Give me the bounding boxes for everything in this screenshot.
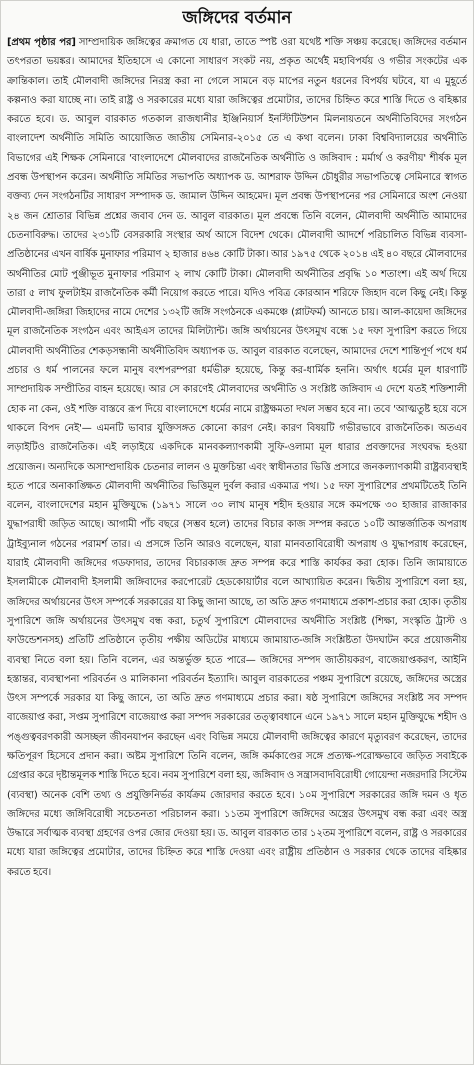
article-body — [7, 33, 467, 1062]
continuation-label: [প্রথম পৃষ্ঠার পর] — [7, 37, 76, 48]
article-headline: জঙ্গিদের বর্তমান — [182, 8, 292, 28]
paragraph-text: সাম্প্রদায়িক জঙ্গিত্বের ক্রমাগত যে ধারা, তাতে স্পষ্ট ওরা যথেষ্ট শক্তি সঞ্চয় করেছে। জঙ্গিদের বর্তমান তৎপরতা ভয়ঙ্কর। আমাদের ইতিহাসে এ কোনো সাধারণ সংকট নয়, প্রকৃত অর্থেই মহাবিপর্যয় ও গভীর সংকটের এক ক্রান্তিকাল। তাই মৌলবাদী জঙ্গিদের নিরস্ত্র করা না গেলে সামনে বড় মাপের নতুন ধরনের বিপর্যয় ঘটবে, যা এ মুহূর্তে কল্পনাও করা যাচ্ছে না। তাই রাষ্ট্র ও সরকারের মধ্যে যারা জঙ্গিত্বের প্রমোটার, তাদের চিহ্নিত করে শাস্তি দিতে ও বহিষ্কার করতে হবে। ড. আবুল বারকাত গতকাল রাজধানীর ইঞ্জিনিয়ার্স ইনস্টিটিউশন মিলনায়তনে অর্থনীতিবিদের সংগঠন বাংলাদেশ অর্থনীতি সমিতি আয়োজিত জাতীয় সেমিনার-২০১৫ তে এ কথা বলেন। ঢাকা বিশ্ববিদ্যালয়ের অর্থনীতি বিভাগের এই শিক্ষক সেমিনারে 'বাংলাদেশে মৌলবাদের রাজনৈতিক অর্থনীতি ও জঙ্গিবাদ : মর্মার্থ ও করণীয়' শীর্ষক মূল প্রবন্ধ উপস্থাপন করেন। অর্থনীতি সমিতির সভাপতি অধ্যাপক ড. আশরাফ উদ্দিন চৌধুরীর সভাপতিত্বে সেমিনারে স্বাগত বক্তব্য দেন সংগঠনটির সাধারণ সম্পাদক ড. জামাল উদ্দিন আহমেদ। মূল প্রবন্ধ উপস্থাপনের পর সেমিনারে অংশ নেওয়া ২৪ জন শ্রোতার বিভিন্ন প্রশ্নের জবাব দেন ড. আবুল বারকাত। মূল প্রবন্ধে তিনি বলেন, মৌলবাদী অর্থনীতি আমাদের চেতনাবিরুদ্ধ। তাদের ২৩১টি বেসরকারি সংস্থার অর্থ আসে বিদেশ থেকে। মৌলবাদী আদর্শে পরিচালিত বিভিন্ন ব্যবসা-প্রতিষ্ঠানের এখন বার্ষিক মুনাফার পরিমাণ ২ হাজার ৪৬৪ কোটি টাকা। আর ১৯৭৫ থেকে ২০১৪ এই ৪০ বছরে মৌলবাদের অর্থনীতির মোট পুঞ্জীভূত মুনাফার পরিমাণ ২ লাখ কোটি টাকা। মৌলবাদী অর্থনীতির প্রবৃদ্ধি ১০ শতাংশ। এই অর্থ দিয়ে তারা ৫ লাখ ফুলটাইম রাজনৈতিক কর্মী নিয়োগ করতে পারে। যদিও পবিত্র কোরআন শরিফে জিহাদ বলে কিছু নেই। কিন্তু মৌলবাদী-জঙ্গিরা জিহাদের নামে দেশের ১৩২টি জঙ্গি সংগঠনকে একমঞ্চে (প্লাটফর্ম) আনতে চায়। আল-কায়েদা জঙ্গিদের মূল রাজনৈতিক সংগঠন এবং আইএস তাদের মিলিট্যান্ট। জঙ্গি অর্থায়নের উৎসমুখ বন্ধে ১৫ দফা সুপারিশ করতে গিয়ে মৌলবাদী অর্থনীতির শেকড়সন্ধানী অর্থনীতিবিদ অধ্যাপক ড. আবুল বারকাত বলেছেন, আমাদের দেশে শান্তিপূর্ণ পথে ধর্ম প্রচার ও ধর্ম পালনের ফলে মানুষ বংশপরম্পরা ধর্মভীরু হয়েছে, কিন্তু কর-ধার্মিক হননি। অর্থাৎ ধর্মের মূল ধারণাটি সাম্প্রদায়িক সম্প্রীতির বাহন হয়েছে। আর সে কারণেই মৌলবাদের অর্থনীতি ও সংশ্লিষ্ট জঙ্গিবাদ এ দেশে যতই শক্তিশালী হোক না কেন, ওই শক্তি বাস্তবে রূপ দিয়ে বাংলাদেশে ধর্মের নামে রাষ্ট্রক্ষমতা দখল সম্ভব হবে না। তবে 'আত্মতুষ্ট হয়ে বসে থাকলে বিপদ নেই'— এমনটি ভাবার যুক্তিসঙ্গত কোনো কারণ নেই। কারণ বিষয়টি গভীরভাবে রাজনৈতিক। অতএব লড়াইটিও রাজনৈতিক। এই লড়াইয়ে একদিকে মানবকল্যাণকামী সুফি-ওলামা মূল ধারার প্রবক্তাদের সংঘবদ্ধ হওয়া প্রয়োজন। অন্যদিকে অসাম্প্রদায়িক চেতনার লালন ও মুক্তচিন্তা এবং স্বাধীনতার ভিত্তি প্রসারে জনকল্যাণকামী রাষ্ট্রব্যবস্থাই হতে পারে অনাকাঙ্ক্ষিত মৌলবাদী অর্থনীতির ভিত্তিমূল দুর্বল করার একমাত্র পথ। ১৫ দফা সুপারিশের প্রথমটিতেই তিনি বলেন, বাংলাদেশের মহান মুক্তিযুদ্ধে (১৯৭১ সালে ৩০ লাখ মানুষ শহীদ হওয়ার সঙ্গে কমপক্ষে ৩০ হাজার রাজাকার যুদ্ধাপরাধী জড়িত আছে। আগামী পাঁচ বছরে (সম্ভব হলে) তাদের বিচার কাজ সম্পন্ন করতে ১০টি আন্তর্জাতিক অপরাধ ট্রাইব্যুনাল গঠনের পরামর্শ তার। এ প্রসঙ্গে তিনি আরও বলেছেন, যারা মানবতাবিরোধী অপরাধ ও যুদ্ধাপরাধ করেছেন, যারাই মৌলবাদী জঙ্গিদের গডফাদার, তাদের বিচারকাজ দ্রুত সম্পন্ন করে শাস্তি কার্যকর করা হোক। তিনি জামায়াতে ইসলামীকে মৌলবাদী ইসলামী জঙ্গিবাদের করপোরেট হেডকোয়ার্টার বলে আখ্যায়িত করেন। দ্বিতীয় সুপারিশে বলা হয়, জঙ্গিদের অর্থায়নের উৎস সম্পর্কে সরকারের যা কিছু জানা আছে, তা অতি দ্রুত গণমাধ্যমে প্রকাশ-প্রচার করা হোক। তৃতীয় সুপারিশে জঙ্গি অর্থায়নের উৎসমুখ বন্ধ করা, চতুর্থ সুপারিশে মৌলবাদের অর্থনীতি সংশ্লিষ্ট (শিক্ষা, সংস্কৃতি ট্রাস্ট ও ফাউন্ডেশনসহ) প্রতিটি প্রতিষ্ঠানে তৃতীয় পক্ষীয় অডিটের মাধ্যমে জামায়াত-জঙ্গি সংশ্লিষ্টতা উদঘাটন করে প্রয়োজনীয় ব্যবস্থা নিতে বলা হয়। তিনি বলেন, এর অন্তর্ভুক্ত হতে পারে— জঙ্গিদের সম্পদ জাতীয়করণ, বাজেয়াপ্তকরণ, আইনি হস্তান্তর, ব্যবস্থাপনা পরিবর্তন ও মালিকানা পরিবর্তন ইত্যাদি। আবুল বারকাতের পঞ্চম সুপারিশে রয়েছে, জঙ্গিদের অস্ত্রের উৎস সম্পর্কে সরকার যা কিছু জানে, তা অতি দ্রুত গণমাধ্যমে প্রচার করা। ষষ্ঠ সুপারিশে জঙ্গিদের সংশ্লিষ্ট সব সম্পদ বাজেয়াপ্ত করা, সপ্তম সুপারিশে বাজেয়াপ্ত করা সম্পদ সরকারের তত্ত্বাবধানে এনে ১৯৭১ সালে মহান মুক্তিযুদ্ধে শহীদ ও পঙ্গুত্ববরণকারী অসচ্ছল জীবনযাপন করছেন এবং বিভিন্ন সময়ে মৌলবাদী জঙ্গিত্বের কারণে মৃত্যুবরণ করেছেন, তাদের ক্ষতিপূরণ হিসেবে প্রদান করা। অষ্টম সুপারিশে তিনি বলেন, জঙ্গি কর্মকাণ্ডের সঙ্গে প্রত্যক্ষ-পরোক্ষভাবে জড়িত সবাইকে গ্রেপ্তার করে দৃষ্টান্তমূলক শাস্তি দিতে হবে। নবম সুপারিশে বলা হয়, জঙ্গিবাদ ও সন্ত্রাসবাদবিরোধী গোয়েন্দা নজরদারি সিস্টেম (ব্যবস্থা) অনেক বেশি তথ্য ও প্রযুক্তিনির্ভর কার্যক্রম জোরদার করতে হবে। ১০ম সুপারিশে সরকারের জঙ্গি দমন ও ধৃত জঙ্গিদের মধ্যে জঙ্গিবিরোধী সচেতনতা পরিচালন করা। ১১তম সুপারিশে জঙ্গিদের অস্ত্রের উৎসমুখ বন্ধ করা এবং অস্ত্র উদ্ধারে সর্বাত্মক ব্যবস্থা গ্রহণের ওপর জোর দেওয়া হয়। ড. আবুল বারকাত তার ১২তম সুপারিশে বলেন, রাষ্ট্র ও সরকারের মধ্যে যারা জঙ্গিত্বের প্রমোটার, তাদের চিহ্নিত করে শাস্তি দেওয়া এবং রাষ্ট্রীয় প্রতিষ্ঠান ও সরকার থেকে তাদের বহিষ্কার করতে হবে। — [7, 37, 467, 878]
article-paragraph — [7, 33, 467, 882]
